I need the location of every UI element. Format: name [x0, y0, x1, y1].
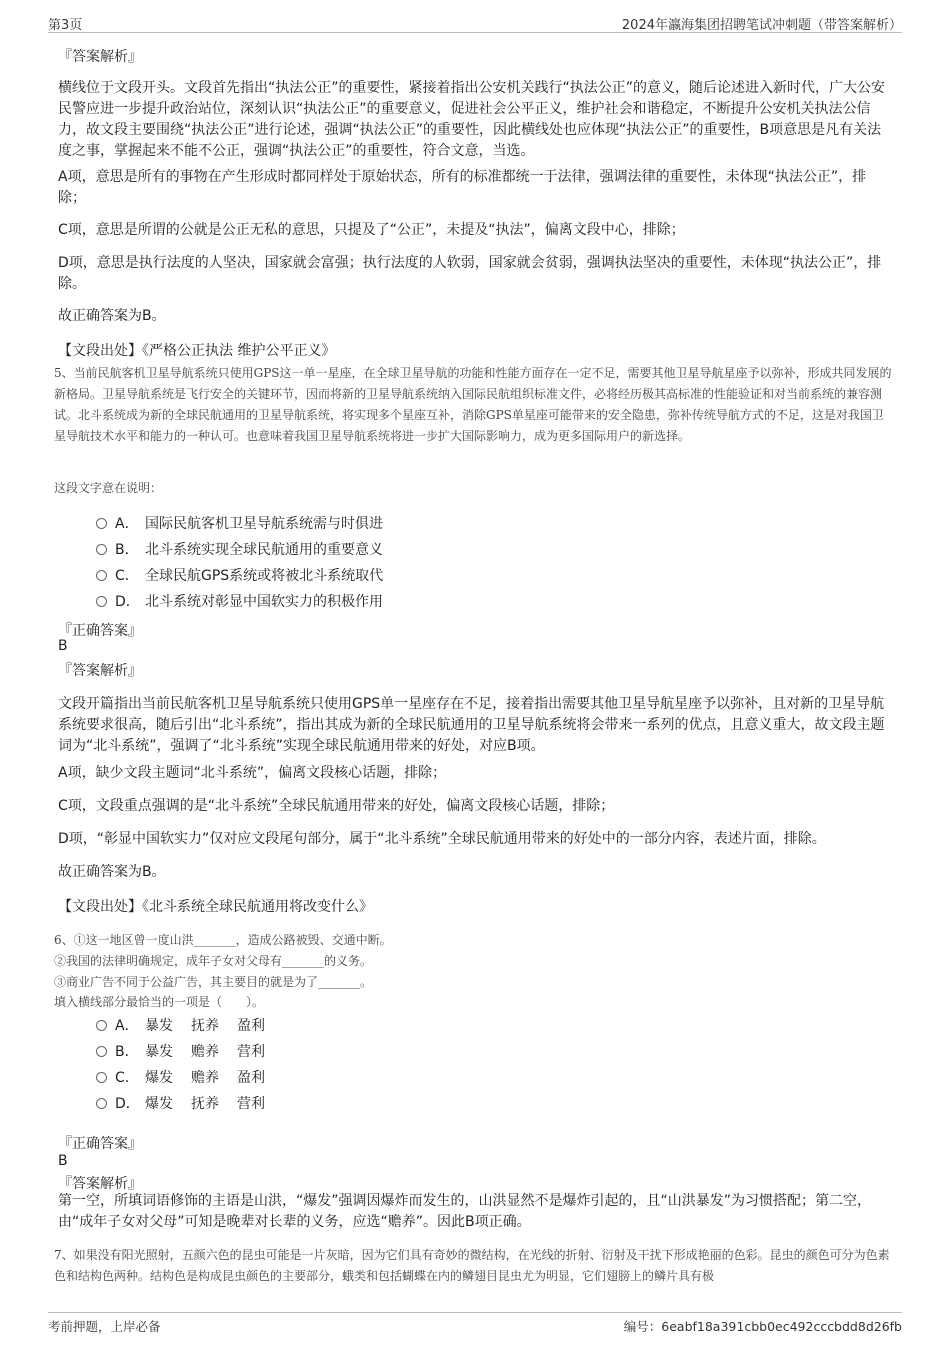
- q5-option-0[interactable]: [96, 513, 383, 533]
- q6-option-2[interactable]: [96, 1067, 283, 1087]
- option-letter: C．: [115, 568, 139, 584]
- option-word: 抚养: [191, 1096, 219, 1112]
- q5-option-3[interactable]: [96, 591, 383, 611]
- q5-answer-label: 『正确答案』: [58, 623, 142, 639]
- q6-line-1: 6、①这一地区曾一度山洪_______，造成公路被毁、交通中断。: [54, 933, 392, 947]
- q6-option-3[interactable]: [96, 1093, 283, 1113]
- q6-answer: B: [58, 1153, 68, 1169]
- q5-option-2[interactable]: [96, 565, 383, 585]
- option-word: 营利: [237, 1044, 265, 1060]
- option-text: 北斗系统对彰显中国软实力的积极作用: [145, 594, 383, 610]
- option-letter: D．: [115, 594, 140, 610]
- document-title: 2024年瀛海集团招聘笔试冲刺题（带答案解析）: [621, 18, 902, 33]
- radio-button-icon[interactable]: [96, 570, 107, 581]
- q5-analysis-label: 『答案解析』: [58, 663, 142, 679]
- q6-answer-label: 『正确答案』: [58, 1136, 142, 1152]
- q6-analysis-label: 『答案解析』: [58, 1176, 142, 1192]
- option-word: 营利: [237, 1096, 265, 1112]
- q4-conclusion: 故正确答案为B。: [58, 308, 166, 324]
- q5-answer: B: [58, 638, 68, 654]
- option-word: 盈利: [237, 1070, 265, 1086]
- radio-button-icon[interactable]: [96, 1072, 107, 1083]
- option-letter: B．: [115, 1044, 139, 1060]
- option-letter: D．: [115, 1096, 140, 1112]
- radio-button-icon[interactable]: [96, 1020, 107, 1031]
- q4-source: 【文段出处】《严格公正执法 维护公平正义》: [58, 343, 336, 359]
- option-word: 暴发: [145, 1044, 173, 1060]
- q5-analysis-option-d: D项，“彰显中国软实力”仅对应文段尾句部分，属于“北斗系统”全球民航通用带来的好处中的一部分内容，表述片面，排除。: [58, 831, 826, 847]
- q6-option-1[interactable]: [96, 1041, 283, 1061]
- radio-button-icon[interactable]: [96, 544, 107, 555]
- q6-line-4: 填入横线部分最恰当的一项是（ ）。: [54, 995, 265, 1009]
- option-letter: A．: [115, 516, 139, 532]
- option-letter: B．: [115, 542, 139, 558]
- radio-button-icon[interactable]: [96, 1046, 107, 1057]
- q7-stem: 7、如果没有阳光照射，五颜六色的昆虫可能是一片灰暗，因为它们具有奇妙的微结构，在光线的折射、衍射及干扰下形成艳丽的色彩。昆虫的颜色可分为色素色和结构色两种。结构色是构成昆虫颜色的主要部分，蛾类和包括蝴蝶在内的鳞翅目昆虫尤为明显，它们翅膀上的鳞片具有极: [54, 1248, 890, 1283]
- option-word: 盈利: [237, 1018, 265, 1034]
- radio-button-icon[interactable]: [96, 518, 107, 529]
- q5-analysis-option-a: A项，缺少文段主题词“北斗系统”，偏离文段核心话题，排除；: [58, 765, 447, 781]
- q5-conclusion: 故正确答案为B。: [58, 864, 166, 880]
- q4-analysis-paragraph: 横线位于文段开头。文段首先指出“执法公正”的重要性，紧接着指出公安机关践行“执法公正”的意义，随后论述进入新时代，广大公安民警应进一步提升政治站位，深刻认识“执法公正”的重要意义，促进社会公平正义，维护社会和谐稳定，不断提升公安机关执法公信力，故文段主要围绕“执法公正”进行论述，强调“执法公正”的重要性，因此横线处也应体现“执法公正”的重要性，B项意思是凡有关法度之事，掌握起来不能不公正，强调“执法公正”的重要性，符合文意，当选。: [58, 80, 886, 159]
- q4-analysis-option-d: D项，意思是执行法度的人坚决，国家就会富强；执行法度的人软弱，国家就会贫弱，强调执法坚决的重要性，未体现“执法公正”，排除。: [58, 255, 882, 292]
- q5-source: 【文段出处】《北斗系统全球民航通用将改变什么》: [58, 899, 373, 915]
- option-letter: A．: [115, 1018, 139, 1034]
- option-letter: C．: [115, 1070, 139, 1086]
- q4-analysis-option-a: A项，意思是所有的事物在产生形成时都同样处于原始状态，所有的标准都统一于法律，强调法律的重要性，未体现“执法公正”，排除；: [58, 169, 867, 206]
- q4-analysis-option-c: C项，意思是所谓的公就是公正无私的意思，只提及了“公正”，未提及“执法”，偏离文段中心，排除；: [58, 222, 685, 238]
- q5-stem: 5、当前民航客机卫星导航系统只使用GPS这一单一星座，在全球卫星导航的功能和性能方面存在一定不足，需要其他卫星导航星座予以弥补，形成共同发展的新格局。卫星导航系统是飞行安全的关键环节，因而将新的卫星导航系统纳入国际民航组织标准文件，必将经历极其高标准的性能验证和对当前系统的兼容测试。北斗系统成为新的全球民航通用的卫星导航系统，将实现多个星座互补，消除GPS单星座可能带来的安全隐患，弥补传统导航方式的不足，这是对我国卫星导航技术水平和能力的一种认可。也意味着我国卫星导航系统将进一步扩大国际影响力，成为更多国际用户的新选择。: [54, 366, 892, 443]
- footer-motto: 考前押题，上岸必备: [48, 1319, 161, 1334]
- radio-button-icon[interactable]: [96, 1098, 107, 1109]
- page-footer: [48, 1312, 902, 1334]
- option-text: 北斗系统实现全球民航通用的重要意义: [145, 542, 383, 558]
- q4-analysis-label: 『答案解析』: [58, 49, 142, 65]
- option-word: 抚养: [191, 1018, 219, 1034]
- q5-analysis-paragraph: 文段开篇指出当前民航客机卫星导航系统只使用GPS单一星座存在不足，接着指出需要其他卫星导航星座予以弥补，且对新的卫星导航系统要求很高，随后引出“北斗系统”，指出其成为新的全球民航通用的卫星导航系统将会带来一系列的优点，且意义重大，故文段主题词为“北斗系统”，强调了“北斗系统”实现全球民航通用带来的好处，对应B项。: [58, 696, 885, 754]
- page-number: 第3页: [48, 18, 83, 33]
- option-word: 赡养: [191, 1044, 219, 1060]
- q6-line-3: ③商业广告不同于公益广告，其主要目的就是为了_______。: [54, 975, 373, 989]
- footer-code: 编号：6eabf18a391cbb0ec492cccbdd8d26fb: [623, 1319, 902, 1334]
- option-text: 全球民航GPS系统或将被北斗系统取代: [145, 568, 384, 584]
- q5-option-1[interactable]: [96, 539, 383, 559]
- option-word: 赡养: [191, 1070, 219, 1086]
- page-header: [48, 12, 902, 33]
- q5-prompt: 这段文字意在说明：: [54, 481, 163, 495]
- option-text: 国际民航客机卫星导航系统需与时俱进: [145, 516, 383, 532]
- option-word: 爆发: [145, 1070, 173, 1086]
- option-word: 爆发: [145, 1096, 173, 1112]
- q6-option-0[interactable]: [96, 1015, 283, 1035]
- q5-analysis-option-c: C项，文段重点强调的是“北斗系统”全球民航通用带来的好处，偏离文段核心话题，排除；: [58, 798, 615, 814]
- option-word: 暴发: [145, 1018, 173, 1034]
- radio-button-icon[interactable]: [96, 596, 107, 607]
- q6-analysis: 第一空，所填词语修饰的主语是山洪，“爆发”强调因爆炸而发生的，山洪显然不是爆炸引起的，且“山洪暴发”为习惯搭配；第二空，由“成年子女对父母”可知是晚辈对长辈的义务，应选“赡养”。因此B项正确。: [58, 1193, 872, 1230]
- q6-line-2: ②我国的法律明确规定，成年子女对父母有_______的义务。: [54, 954, 373, 968]
